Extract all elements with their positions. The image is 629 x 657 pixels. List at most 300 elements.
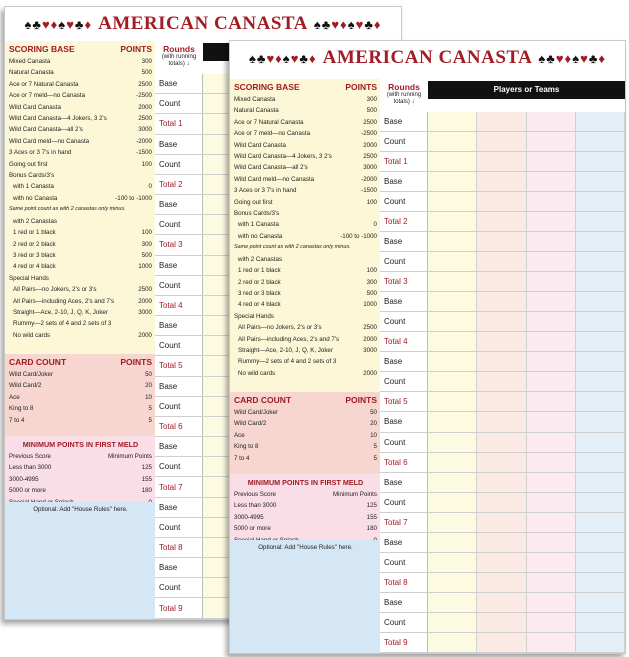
rule-value: 2500 xyxy=(138,115,152,123)
suit-icons-right: ♠♣♥♦♠♥♣♦ xyxy=(538,50,606,66)
rule-label: 5000 or more xyxy=(234,525,271,533)
score-cell[interactable] xyxy=(428,232,477,251)
score-cell[interactable] xyxy=(477,132,526,151)
rule-line xyxy=(9,227,152,238)
section-heading xyxy=(234,394,377,407)
rule-line xyxy=(234,345,377,356)
house-rules-section xyxy=(230,540,380,653)
rule-value: -100 to -1000 xyxy=(115,194,152,202)
score-cell[interactable] xyxy=(576,473,625,492)
row-label: Total 5 xyxy=(155,356,203,375)
rule-line xyxy=(234,441,377,452)
score-cell[interactable] xyxy=(576,292,625,311)
row-label: Base xyxy=(155,256,203,275)
score-cell[interactable] xyxy=(477,633,526,652)
score-cell[interactable] xyxy=(576,212,625,231)
score-cell[interactable] xyxy=(428,553,477,572)
row-label: Total 8 xyxy=(155,538,203,557)
row-label: Base xyxy=(155,377,203,396)
row-label: Count xyxy=(380,613,428,632)
rule-value: 0 xyxy=(148,183,152,191)
rule-label: 3 red or 3 black xyxy=(13,251,56,259)
score-cell[interactable] xyxy=(527,392,576,411)
score-cell[interactable] xyxy=(477,272,526,291)
rule-value: 2500 xyxy=(363,118,377,126)
score-cell[interactable] xyxy=(527,352,576,371)
row-label: Total 9 xyxy=(155,598,203,617)
score-cell[interactable] xyxy=(428,192,477,211)
rule-label: No wild cards xyxy=(238,369,276,377)
rule-label: Wild Card/2 xyxy=(9,382,42,390)
score-row-count xyxy=(380,372,625,392)
score-cell[interactable] xyxy=(576,172,625,191)
rule-line xyxy=(234,128,377,139)
rule-label: All Pairs—no Jokers, 2's or 3's xyxy=(238,324,322,332)
score-cell[interactable] xyxy=(428,493,477,512)
rule-label: Mixed Canasta xyxy=(9,58,51,65)
special-hands-heading: Special Hands xyxy=(9,274,49,282)
score-cell[interactable] xyxy=(576,232,625,251)
score-cell[interactable] xyxy=(527,132,576,151)
rule-line xyxy=(234,512,377,523)
rule-line xyxy=(9,159,152,170)
score-cell[interactable] xyxy=(576,332,625,351)
rule-line xyxy=(9,296,152,307)
score-cell[interactable] xyxy=(527,272,576,291)
rule-line xyxy=(234,185,377,196)
minimum-meld-section xyxy=(230,474,380,540)
rule-label: 3 red or 3 black xyxy=(238,289,281,297)
rule-value: 2500 xyxy=(138,286,152,294)
score-cell[interactable] xyxy=(576,513,625,532)
score-row-total xyxy=(380,633,625,653)
rule-value: 125 xyxy=(366,502,377,510)
score-cell[interactable] xyxy=(527,332,576,351)
row-label: Count xyxy=(155,215,203,234)
score-cell[interactable] xyxy=(428,573,477,592)
rule-label: 3000-4995 xyxy=(234,513,264,521)
score-cell[interactable] xyxy=(527,112,576,131)
score-cell[interactable] xyxy=(477,493,526,512)
score-cell[interactable] xyxy=(477,292,526,311)
points-label: POINTS xyxy=(345,82,377,92)
rule-line xyxy=(9,330,152,341)
score-cell[interactable] xyxy=(428,252,477,271)
row-label: Total 5 xyxy=(380,392,428,411)
rule-value: 5 xyxy=(148,405,152,413)
rule-label: Natural Canasta xyxy=(234,107,279,115)
score-cell[interactable] xyxy=(428,433,477,452)
rule-label: 7 to 4 xyxy=(9,416,25,424)
rule-line xyxy=(234,430,377,441)
rule-label: Wild Card meld—no Canasta xyxy=(234,175,315,183)
rule-value: 500 xyxy=(366,289,377,297)
row-label: Count xyxy=(155,276,203,295)
rules-column xyxy=(5,7,155,619)
score-row-total xyxy=(380,513,625,533)
rule-value: 5 xyxy=(373,454,377,462)
score-cell[interactable] xyxy=(576,132,625,151)
rule-line xyxy=(9,113,152,124)
rule-value: 10 xyxy=(370,431,377,439)
rounds-header xyxy=(155,41,203,68)
rule-line xyxy=(234,140,377,151)
score-cell[interactable] xyxy=(428,152,477,171)
score-row-total xyxy=(380,392,625,412)
score-cell[interactable] xyxy=(477,553,526,572)
score-cell[interactable] xyxy=(576,573,625,592)
rule-value: -2500 xyxy=(136,92,152,100)
rule-line xyxy=(9,250,152,261)
rule-label: Wild Card Canasta xyxy=(9,103,61,111)
score-rows xyxy=(380,112,625,653)
rule-label: 5000 or more xyxy=(9,487,46,495)
score-cell[interactable] xyxy=(428,513,477,532)
points-label: POINTS xyxy=(345,395,377,405)
row-label: Total 4 xyxy=(380,332,428,351)
score-cell[interactable] xyxy=(576,192,625,211)
rule-value: 180 xyxy=(366,525,377,533)
score-row-base xyxy=(380,172,625,192)
score-cell[interactable] xyxy=(428,613,477,632)
score-cell[interactable] xyxy=(477,352,526,371)
rule-line xyxy=(234,265,377,276)
score-cell[interactable] xyxy=(527,372,576,391)
scoring-base-heading: SCORING BASE xyxy=(234,82,300,92)
score-cell[interactable] xyxy=(428,453,477,472)
row-label: Count xyxy=(155,397,203,416)
score-cell[interactable] xyxy=(527,633,576,652)
row-label: Total 7 xyxy=(155,477,203,496)
rule-line xyxy=(234,254,377,265)
rule-line xyxy=(9,403,152,414)
score-cell[interactable] xyxy=(576,593,625,612)
score-cell[interactable] xyxy=(576,533,625,552)
row-label: Count xyxy=(155,155,203,174)
score-cell[interactable] xyxy=(576,112,625,131)
score-cell[interactable] xyxy=(527,513,576,532)
rule-label: Wild Card Canasta—4 Jokers, 3 2's xyxy=(9,115,107,123)
rule-label: Rummy—2 sets of 4 and 2 sets of 3 xyxy=(238,358,337,366)
rule-label: Less than 3000 xyxy=(9,464,52,472)
rule-label: with no Canasta xyxy=(13,194,58,202)
row-label: Total 1 xyxy=(155,114,203,133)
row-label: Total 9 xyxy=(380,633,428,652)
score-cell[interactable] xyxy=(477,192,526,211)
score-cell[interactable] xyxy=(477,412,526,431)
score-cell[interactable] xyxy=(477,613,526,632)
row-label: Base xyxy=(380,352,428,371)
minimum-points-label: Minimum Points xyxy=(332,491,377,498)
score-cell[interactable] xyxy=(477,392,526,411)
row-label: Base xyxy=(380,232,428,251)
score-cell[interactable] xyxy=(576,433,625,452)
bonus-heading: Bonus Cards/3's xyxy=(234,210,280,218)
score-cell[interactable] xyxy=(428,372,477,391)
rule-label: Wild Card Canasta—all 2's xyxy=(9,126,83,134)
rule-value: 1000 xyxy=(138,263,152,271)
row-label: Count xyxy=(155,578,203,597)
score-cell[interactable] xyxy=(477,533,526,552)
score-cell[interactable] xyxy=(576,392,625,411)
score-cell[interactable] xyxy=(527,593,576,612)
row-label: Count xyxy=(380,553,428,572)
rule-value: 500 xyxy=(366,107,377,115)
rule-line xyxy=(9,204,152,215)
score-cell[interactable] xyxy=(576,272,625,291)
rule-label: All Pairs—including Aces, 2's and 7's xyxy=(13,297,115,305)
score-cell[interactable] xyxy=(428,112,477,131)
score-cell[interactable] xyxy=(477,212,526,231)
rule-line xyxy=(9,79,152,90)
row-label: Base xyxy=(155,498,203,517)
score-cell[interactable] xyxy=(477,232,526,251)
row-label: Base xyxy=(380,412,428,431)
score-cell[interactable] xyxy=(576,453,625,472)
scorepad-front xyxy=(229,40,626,654)
row-label: Base xyxy=(155,558,203,577)
score-cell[interactable] xyxy=(527,212,576,231)
rule-label: Going out first xyxy=(9,160,48,168)
score-cell[interactable] xyxy=(477,473,526,492)
row-label: Count xyxy=(155,518,203,537)
rule-value: 0 xyxy=(373,221,377,229)
rule-value: 10 xyxy=(145,393,152,401)
score-cell[interactable] xyxy=(527,433,576,452)
score-cell[interactable] xyxy=(428,332,477,351)
rule-value: 125 xyxy=(141,464,152,472)
score-cell[interactable] xyxy=(477,372,526,391)
score-cell[interactable] xyxy=(527,412,576,431)
rule-line xyxy=(234,368,377,379)
rule-line xyxy=(9,216,152,227)
rule-value: 2000 xyxy=(363,141,377,149)
row-label: Base xyxy=(155,74,203,93)
row-label: Count xyxy=(380,433,428,452)
rule-value: 3000 xyxy=(138,308,152,316)
rule-value: -2000 xyxy=(361,175,377,183)
score-cell[interactable] xyxy=(576,252,625,271)
score-cell[interactable] xyxy=(477,252,526,271)
row-label: Base xyxy=(155,195,203,214)
score-cell[interactable] xyxy=(576,352,625,371)
rule-label: Ace xyxy=(9,393,20,401)
rule-label: with 2 Canastas xyxy=(238,255,283,263)
rule-line xyxy=(234,453,377,464)
score-cell[interactable] xyxy=(576,553,625,572)
row-label: Base xyxy=(155,437,203,456)
rule-label: Straight—Ace, 2-10, J, Q, K, Joker xyxy=(13,308,108,316)
score-row-total xyxy=(380,272,625,292)
score-cell[interactable] xyxy=(576,493,625,512)
rule-label: 1 red or 1 black xyxy=(238,267,281,275)
rule-line xyxy=(9,102,152,113)
rule-line xyxy=(234,288,377,299)
rule-value: 2000 xyxy=(138,331,152,339)
rule-line xyxy=(234,407,377,418)
score-cell[interactable] xyxy=(477,172,526,191)
score-cell[interactable] xyxy=(527,613,576,632)
score-cell[interactable] xyxy=(477,513,526,532)
score-cell[interactable] xyxy=(428,272,477,291)
rule-label: Wild Card Canasta—all 2's xyxy=(234,164,308,172)
section-heading xyxy=(234,81,377,94)
rule-label: Ace xyxy=(234,431,245,439)
rule-value: 100 xyxy=(141,229,152,237)
rule-value: 20 xyxy=(370,420,377,428)
score-cell[interactable] xyxy=(428,352,477,371)
rule-value: 50 xyxy=(370,409,377,416)
rule-label: Ace or 7 meld—no Canasta xyxy=(234,130,311,138)
row-label: Count xyxy=(155,336,203,355)
score-cell[interactable] xyxy=(527,312,576,331)
rule-line xyxy=(234,299,377,310)
rounds-subtitle: (with running totals) ↓ xyxy=(386,92,422,105)
rule-value: 100 xyxy=(366,267,377,275)
rule-value: 2500 xyxy=(363,324,377,332)
score-cell[interactable] xyxy=(576,312,625,331)
row-label: Total 1 xyxy=(380,152,428,171)
minimum-meld-heading: MINIMUM POINTS IN FIRST MELD xyxy=(22,440,139,449)
row-label: Base xyxy=(380,112,428,131)
score-cell[interactable] xyxy=(428,292,477,311)
row-label: Count xyxy=(380,372,428,391)
rule-line xyxy=(9,415,152,426)
score-cell[interactable] xyxy=(576,152,625,171)
score-cell[interactable] xyxy=(527,292,576,311)
score-row-total xyxy=(380,573,625,593)
rule-label: 3000-4995 xyxy=(9,475,39,483)
rule-line xyxy=(234,322,377,333)
rule-value: 2500 xyxy=(138,80,152,88)
rule-value: 300 xyxy=(366,278,377,286)
score-cell[interactable] xyxy=(477,332,526,351)
rule-value: 2000 xyxy=(363,369,377,377)
rule-value: -1500 xyxy=(136,149,152,157)
score-cell[interactable] xyxy=(527,172,576,191)
score-cell[interactable] xyxy=(428,132,477,151)
score-cell[interactable] xyxy=(576,372,625,391)
score-cell[interactable] xyxy=(428,633,477,652)
rule-label: Wild Card Canasta—4 Jokers, 3 2's xyxy=(234,153,332,161)
rule-line xyxy=(234,162,377,173)
rule-line xyxy=(9,318,152,329)
score-cell[interactable] xyxy=(527,533,576,552)
rule-line xyxy=(9,485,152,496)
score-cell[interactable] xyxy=(576,613,625,632)
score-cell[interactable] xyxy=(527,152,576,171)
score-cell[interactable] xyxy=(428,473,477,492)
score-row-base xyxy=(380,412,625,432)
row-label: Base xyxy=(155,135,203,154)
score-cell[interactable] xyxy=(428,533,477,552)
score-cell[interactable] xyxy=(477,453,526,472)
rule-line xyxy=(9,284,152,295)
score-cell[interactable] xyxy=(428,212,477,231)
score-cell[interactable] xyxy=(527,573,576,592)
pad-title: AMERICAN CANASTA xyxy=(322,47,533,68)
previous-score-label: Previous Score xyxy=(9,453,51,460)
rule-line xyxy=(9,147,152,158)
rule-label: Rummy—2 sets of 4 and 2 sets of 3 xyxy=(13,320,112,328)
score-cell[interactable] xyxy=(477,312,526,331)
score-row-base xyxy=(380,473,625,493)
rule-label: All Pairs—no Jokers, 2's or 3's xyxy=(13,286,97,294)
score-cell[interactable] xyxy=(527,453,576,472)
rule-line xyxy=(234,277,377,288)
rule-line xyxy=(9,392,152,403)
score-cell[interactable] xyxy=(527,493,576,512)
score-cell[interactable] xyxy=(428,593,477,612)
rule-value: -100 to -1000 xyxy=(340,232,377,240)
minimum-meld-heading: MINIMUM POINTS IN FIRST MELD xyxy=(247,478,364,487)
rule-line xyxy=(9,380,152,391)
rule-label: Wild Card Canasta xyxy=(234,141,286,149)
score-cell[interactable] xyxy=(527,192,576,211)
row-label: Count xyxy=(380,312,428,331)
points-label: POINTS xyxy=(120,357,152,367)
score-cell[interactable] xyxy=(477,152,526,171)
rule-value: 3000 xyxy=(363,346,377,354)
score-cell[interactable] xyxy=(527,252,576,271)
house-rules-note: Optional: Add "House Rules" here. xyxy=(258,544,353,551)
rule-label: Wild Card/Joker xyxy=(9,371,54,378)
score-cell[interactable] xyxy=(428,172,477,191)
rule-value: 2500 xyxy=(363,153,377,161)
rule-line xyxy=(234,105,377,116)
rule-value: 1000 xyxy=(363,301,377,309)
score-grid xyxy=(380,41,625,653)
rule-line xyxy=(234,197,377,208)
score-row-count xyxy=(380,493,625,513)
row-label: Base xyxy=(380,473,428,492)
score-cell[interactable] xyxy=(428,392,477,411)
score-cell[interactable] xyxy=(477,112,526,131)
score-cell[interactable] xyxy=(576,412,625,431)
rule-value: 5 xyxy=(148,416,152,424)
suit-icons-right: ♠♣♥♦♠♥♣♦ xyxy=(313,16,382,32)
rule-line xyxy=(234,231,377,242)
score-cell[interactable] xyxy=(477,433,526,452)
minimum-points-label: Minimum Points xyxy=(107,453,152,460)
score-cell[interactable] xyxy=(527,473,576,492)
rule-value: 50 xyxy=(145,371,152,378)
rule-label: Wild Card/2 xyxy=(234,420,267,428)
score-cell[interactable] xyxy=(477,593,526,612)
row-label: Total 3 xyxy=(155,235,203,254)
section-heading xyxy=(9,356,152,369)
rule-line xyxy=(234,523,377,534)
rule-label: with 2 Canastas xyxy=(13,217,58,225)
rule-line xyxy=(9,239,152,250)
score-cell[interactable] xyxy=(527,553,576,572)
score-cell[interactable] xyxy=(527,232,576,251)
rule-value: 300 xyxy=(141,58,152,65)
pad-title: AMERICAN CANASTA xyxy=(98,13,308,34)
score-cell[interactable] xyxy=(428,412,477,431)
rule-label: All Pairs—including Aces, 2's and 7's xyxy=(238,335,340,343)
score-cell[interactable] xyxy=(428,312,477,331)
rule-label: 1 red or 1 black xyxy=(13,229,56,237)
score-cell[interactable] xyxy=(576,633,625,652)
score-cell[interactable] xyxy=(477,573,526,592)
score-row-total xyxy=(380,152,625,172)
row-label: Count xyxy=(380,132,428,151)
rule-line xyxy=(234,500,377,511)
previous-score-label: Previous Score xyxy=(234,491,276,498)
score-row-count xyxy=(380,553,625,573)
rounds-title: Rounds xyxy=(163,44,195,54)
